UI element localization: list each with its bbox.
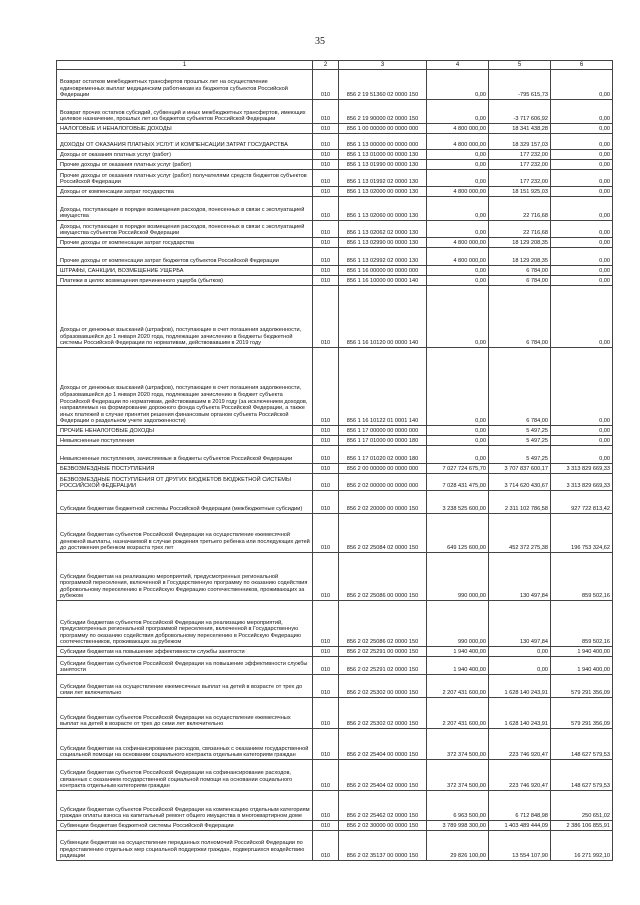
row-code: 010 bbox=[313, 647, 339, 657]
row-fact: 5 497,25 bbox=[489, 446, 551, 464]
row-rest: 927 722 813,42 bbox=[551, 491, 613, 514]
row-code: 010 bbox=[313, 124, 339, 134]
row-kbk: 856 1 17 00000 00 0000 000 bbox=[339, 426, 427, 436]
row-kbk: 856 1 13 02062 02 0000 130 bbox=[339, 221, 427, 238]
row-name: Субсидии бюджетам субъектов Российской Федерации на осуществление ежемесячных выплат на детей в возрасте от трех до семи лет включительно bbox=[57, 698, 313, 729]
row-name: Возврат остатков межбюджетных трансфертов прошлых лет на осуществление единовременных выплат медицинским работникам из бюджетов субъектов Российской Федерации bbox=[57, 70, 313, 100]
row-name: Доходы, поступающие в порядке возмещения расходов, понесенных в связи с эксплуатацией имущества субъектов Российской Федерации bbox=[57, 221, 313, 238]
row-code: 010 bbox=[313, 698, 339, 729]
row-plan: 0,00 bbox=[427, 221, 489, 238]
row-rest: 1 940 400,00 bbox=[551, 657, 613, 675]
row-name: Субсидии бюджетам на повышение эффективности службы занятости bbox=[57, 647, 313, 657]
table-row bbox=[57, 791, 613, 821]
row-plan: 1 940 400,00 bbox=[427, 647, 489, 657]
table-row bbox=[57, 821, 613, 831]
row-plan: 4 800 000,00 bbox=[427, 134, 489, 150]
row-plan: 6 963 500,00 bbox=[427, 791, 489, 821]
table-row bbox=[57, 100, 613, 124]
row-code: 010 bbox=[313, 821, 339, 831]
table-row bbox=[57, 170, 613, 187]
row-fact: 3 707 837 600,17 bbox=[489, 464, 551, 474]
row-code: 010 bbox=[313, 134, 339, 150]
row-name: ДОХОДЫ ОТ ОКАЗАНИЯ ПЛАТНЫХ УСЛУГ И КОМПЕНСАЦИИ ЗАТРАТ ГОСУДАРСТВА bbox=[57, 134, 313, 150]
table-row bbox=[57, 276, 613, 286]
row-rest: 0,00 bbox=[551, 446, 613, 464]
row-name: Субсидии бюджетам бюджетной системы Российской Федерации (межбюджетные субсидии) bbox=[57, 491, 313, 514]
row-plan: 0,00 bbox=[427, 150, 489, 160]
row-code: 010 bbox=[313, 266, 339, 276]
table-row bbox=[57, 187, 613, 197]
budget-report-table bbox=[56, 60, 613, 861]
row-name: Субсидии бюджетам на осуществление ежемесячных выплат на детей в возрасте от трех до семи лет включительно bbox=[57, 675, 313, 698]
page-number: 35 bbox=[315, 36, 325, 47]
row-code: 010 bbox=[313, 248, 339, 266]
table-row bbox=[57, 286, 613, 348]
row-rest: 0,00 bbox=[551, 286, 613, 348]
row-plan: 3 789 998 300,00 bbox=[427, 821, 489, 831]
table-row bbox=[57, 601, 613, 647]
row-fact: 452 372 275,38 bbox=[489, 514, 551, 553]
row-name: Доходы от денежных взысканий (штрафов), поступающие в счет погашения задолженности, образовавшейся до 1 января 2020 года, подлежащие зачислению в бюджет субъекта Российской Федерации по нормативам, действовавшим в 2019 году (за исключением доходов, направляемых на формирование дорожного фонда субъекта Российской Федерации, а также иных платежей в случае принятия решения финансовым органом субъекта Российской Федерации о раздельном учете задолженности) bbox=[57, 348, 313, 426]
row-fact: 18 329 157,03 bbox=[489, 134, 551, 150]
row-code: 010 bbox=[313, 286, 339, 348]
row-code: 010 bbox=[313, 221, 339, 238]
row-name: Субсидии бюджетам субъектов Российской Федерации на компенсацию отдельным категориям граждан оплаты взноса на капитальный ремонт общего имущества в многоквартирном доме bbox=[57, 791, 313, 821]
row-fact: 6 784,00 bbox=[489, 348, 551, 426]
row-plan: 4 800 000,00 bbox=[427, 187, 489, 197]
row-rest: 0,00 bbox=[551, 134, 613, 150]
table-body bbox=[57, 61, 613, 861]
row-plan: 0,00 bbox=[427, 286, 489, 348]
row-plan: 4 800 000,00 bbox=[427, 248, 489, 266]
row-kbk: 856 1 17 01020 02 0000 180 bbox=[339, 446, 427, 464]
row-fact: 223 746 920,47 bbox=[489, 729, 551, 760]
table-row bbox=[57, 436, 613, 446]
row-rest: 0,00 bbox=[551, 276, 613, 286]
row-name: Доходы от компенсации затрат государства bbox=[57, 187, 313, 197]
row-code: 010 bbox=[313, 348, 339, 426]
row-rest: 2 386 106 855,91 bbox=[551, 821, 613, 831]
row-name: Прочие доходы от компенсации затрат государства bbox=[57, 238, 313, 248]
row-code: 010 bbox=[313, 729, 339, 760]
row-fact: 130 497,84 bbox=[489, 553, 551, 601]
table-row bbox=[57, 248, 613, 266]
row-plan: 3 238 525 600,00 bbox=[427, 491, 489, 514]
row-fact: 22 716,68 bbox=[489, 197, 551, 221]
row-rest: 148 627 579,53 bbox=[551, 760, 613, 791]
row-fact: 5 497,25 bbox=[489, 436, 551, 446]
row-name: ПРОЧИЕ НЕНАЛОГОВЫЕ ДОХОДЫ bbox=[57, 426, 313, 436]
row-fact: 13 554 107,90 bbox=[489, 831, 551, 861]
row-fact: 18 151 925,03 bbox=[489, 187, 551, 197]
row-fact: 223 746 920,47 bbox=[489, 760, 551, 791]
row-plan: 990 000,00 bbox=[427, 601, 489, 647]
row-kbk: 856 1 16 10120 00 0000 140 bbox=[339, 286, 427, 348]
row-plan: 0,00 bbox=[427, 100, 489, 124]
row-fact: 1 403 489 444,09 bbox=[489, 821, 551, 831]
table-row bbox=[57, 197, 613, 221]
column-number: 3 bbox=[339, 61, 427, 70]
row-code: 010 bbox=[313, 276, 339, 286]
table-row bbox=[57, 464, 613, 474]
row-plan: 0,00 bbox=[427, 197, 489, 221]
row-name: Возврат прочих остатков субсидий, субвенций и иных межбюджетных трансфертов, имеющих целевое назначение, прошлых лет из бюджетов субъектов Российской Федерации bbox=[57, 100, 313, 124]
row-code: 010 bbox=[313, 514, 339, 553]
row-rest: 3 313 829 669,33 bbox=[551, 474, 613, 491]
row-code: 010 bbox=[313, 426, 339, 436]
row-fact: 18 129 208,35 bbox=[489, 238, 551, 248]
row-name: Субсидии бюджетам субъектов Российской Федерации на повышение эффективности службы занятости bbox=[57, 657, 313, 675]
column-number: 4 bbox=[427, 61, 489, 70]
row-fact: 18 129 208,35 bbox=[489, 248, 551, 266]
row-plan: 372 374 500,00 bbox=[427, 729, 489, 760]
row-rest: 579 291 356,09 bbox=[551, 698, 613, 729]
row-plan: 29 826 100,00 bbox=[427, 831, 489, 861]
row-kbk: 856 1 13 01992 02 0000 130 bbox=[339, 170, 427, 187]
table-row bbox=[57, 426, 613, 436]
row-name: ШТРАФЫ, САНКЦИИ, ВОЗМЕЩЕНИЕ УЩЕРБА bbox=[57, 266, 313, 276]
row-fact: 3 714 620 430,67 bbox=[489, 474, 551, 491]
row-name: Прочие доходы от компенсации затрат бюджетов субъектов Российской Федерации bbox=[57, 248, 313, 266]
row-name: Доходы от оказания платных услуг (работ) bbox=[57, 150, 313, 160]
table-row bbox=[57, 134, 613, 150]
row-name: Невыясненные поступления, зачисляемые в бюджеты субъектов Российской Федерации bbox=[57, 446, 313, 464]
row-kbk: 856 2 02 30000 00 0000 150 bbox=[339, 821, 427, 831]
row-fact: 2 311 102 786,58 bbox=[489, 491, 551, 514]
row-kbk: 856 1 17 01000 00 0000 180 bbox=[339, 436, 427, 446]
row-kbk: 856 2 02 25302 00 0000 150 bbox=[339, 675, 427, 698]
row-rest: 0,00 bbox=[551, 238, 613, 248]
row-rest: 148 627 579,53 bbox=[551, 729, 613, 760]
row-code: 010 bbox=[313, 491, 339, 514]
row-rest: 859 502,16 bbox=[551, 601, 613, 647]
row-rest: 0,00 bbox=[551, 70, 613, 100]
table-row bbox=[57, 729, 613, 760]
row-code: 010 bbox=[313, 187, 339, 197]
row-rest: 3 313 829 669,33 bbox=[551, 464, 613, 474]
row-kbk: 856 2 02 20000 00 0000 150 bbox=[339, 491, 427, 514]
table-row bbox=[57, 348, 613, 426]
row-name: Прочие доходы от оказания платных услуг (работ) получателями средств бюджетов субъектов Российской Федерации bbox=[57, 170, 313, 187]
table-row bbox=[57, 446, 613, 464]
table-row bbox=[57, 831, 613, 861]
row-plan: 2 207 431 600,00 bbox=[427, 675, 489, 698]
column-number: 2 bbox=[313, 61, 339, 70]
row-plan: 0,00 bbox=[427, 276, 489, 286]
row-name: Субсидии бюджетам на софинансирование расходов, связанных с оказанием государственной социальной помощи на основании социального контракта отдельным категориям граждан bbox=[57, 729, 313, 760]
row-code: 010 bbox=[313, 436, 339, 446]
row-code: 010 bbox=[313, 553, 339, 601]
row-name: Субсидии бюджетам субъектов Российской Федерации на софинансирование расходов, связанных с оказанием государственной социальной помощи на основании социального контракта отдельным категориям граждан bbox=[57, 760, 313, 791]
row-name: Невыясненные поступления bbox=[57, 436, 313, 446]
row-plan: 0,00 bbox=[427, 70, 489, 100]
row-kbk: 856 1 16 00000 00 0000 000 bbox=[339, 266, 427, 276]
row-kbk: 856 1 13 02000 00 0000 130 bbox=[339, 187, 427, 197]
row-kbk: 856 2 02 25086 00 0000 150 bbox=[339, 553, 427, 601]
table-row bbox=[57, 124, 613, 134]
row-fact: 130 497,84 bbox=[489, 601, 551, 647]
row-kbk: 856 1 13 00000 00 0000 000 bbox=[339, 134, 427, 150]
row-code: 010 bbox=[313, 831, 339, 861]
row-plan: 7 027 724 675,70 bbox=[427, 464, 489, 474]
row-code: 010 bbox=[313, 160, 339, 170]
table-row bbox=[57, 514, 613, 553]
row-name: Доходы от денежных взысканий (штрафов), поступающие в счет погашения задолженности, образовавшейся до 1 января 2020 года, подлежащие зачислению в бюджеты бюджетной системы Российской Федерации по нормативам, действовавшим в 2019 году bbox=[57, 286, 313, 348]
table-row bbox=[57, 657, 613, 675]
row-kbk: 856 1 13 01990 00 0000 130 bbox=[339, 160, 427, 170]
row-plan: 372 374 500,00 bbox=[427, 760, 489, 791]
row-kbk: 856 2 19 90000 02 0000 150 bbox=[339, 100, 427, 124]
row-kbk: 856 2 02 25086 02 0000 150 bbox=[339, 601, 427, 647]
row-kbk: 856 2 02 35137 00 0000 150 bbox=[339, 831, 427, 861]
row-plan: 1 940 400,00 bbox=[427, 657, 489, 675]
row-name: Платежи в целях возмещения причиненного ущерба (убытков) bbox=[57, 276, 313, 286]
row-fact: 6 784,00 bbox=[489, 286, 551, 348]
row-rest: 0,00 bbox=[551, 348, 613, 426]
table-row bbox=[57, 675, 613, 698]
row-code: 010 bbox=[313, 760, 339, 791]
row-fact: 177 232,00 bbox=[489, 150, 551, 160]
row-kbk: 856 1 13 02990 00 0000 130 bbox=[339, 238, 427, 248]
table-row bbox=[57, 553, 613, 601]
row-rest: 0,00 bbox=[551, 150, 613, 160]
row-rest: 0,00 bbox=[551, 160, 613, 170]
row-rest: 0,00 bbox=[551, 426, 613, 436]
row-kbk: 856 2 02 25404 02 0000 150 bbox=[339, 760, 427, 791]
row-kbk: 856 2 02 25404 00 0000 150 bbox=[339, 729, 427, 760]
row-kbk: 856 1 16 10122 01 0001 140 bbox=[339, 348, 427, 426]
row-code: 010 bbox=[313, 791, 339, 821]
column-number: 5 bbox=[489, 61, 551, 70]
row-code: 010 bbox=[313, 446, 339, 464]
row-name: Субвенции бюджетам бюджетной системы Российской Федерации bbox=[57, 821, 313, 831]
row-fact: 177 232,00 bbox=[489, 170, 551, 187]
row-fact: 1 628 140 243,91 bbox=[489, 698, 551, 729]
row-code: 010 bbox=[313, 150, 339, 160]
row-plan: 0,00 bbox=[427, 160, 489, 170]
table-row bbox=[57, 150, 613, 160]
row-kbk: 856 2 02 00000 00 0000 000 bbox=[339, 474, 427, 491]
row-kbk: 856 1 13 02992 02 0000 130 bbox=[339, 248, 427, 266]
row-fact: -795 615,73 bbox=[489, 70, 551, 100]
row-code: 010 bbox=[313, 70, 339, 100]
row-code: 010 bbox=[313, 238, 339, 248]
row-kbk: 856 2 19 51360 02 0000 150 bbox=[339, 70, 427, 100]
row-rest: 859 502,16 bbox=[551, 553, 613, 601]
row-plan: 7 028 431 475,00 bbox=[427, 474, 489, 491]
row-kbk: 856 2 02 25291 00 0000 150 bbox=[339, 647, 427, 657]
table-row bbox=[57, 221, 613, 238]
column-number: 1 bbox=[57, 61, 313, 70]
row-name: Субсидии бюджетам субъектов Российской Федерации на осуществление ежемесячной денежной выплаты, назначаемой в случае рождения третьего ребенка или последующих детей до достижения ребенком возраста трех лет bbox=[57, 514, 313, 553]
row-rest: 0,00 bbox=[551, 170, 613, 187]
row-kbk: 856 1 13 02060 00 0000 130 bbox=[339, 197, 427, 221]
row-rest: 250 651,02 bbox=[551, 791, 613, 821]
row-rest: 0,00 bbox=[551, 221, 613, 238]
row-fact: 5 497,25 bbox=[489, 426, 551, 436]
row-name: Прочие доходы от оказания платных услуг (работ) bbox=[57, 160, 313, 170]
row-plan: 0,00 bbox=[427, 446, 489, 464]
row-kbk: 856 2 02 25291 02 0000 150 bbox=[339, 657, 427, 675]
table-row bbox=[57, 698, 613, 729]
row-name: Субвенции бюджетам на осуществление переданных полномочий Российской Федерации по предоставлению отдельных мер социальной поддержки граждан, подвергшихся воздействию радиации bbox=[57, 831, 313, 861]
row-plan: 2 207 431 600,00 bbox=[427, 698, 489, 729]
row-rest: 0,00 bbox=[551, 187, 613, 197]
row-fact: -3 717 606,92 bbox=[489, 100, 551, 124]
table-row bbox=[57, 760, 613, 791]
row-code: 010 bbox=[313, 100, 339, 124]
row-name: Субсидии бюджетам на реализацию мероприятий, предусмотренных региональной программой переселения, включенной в Государственную программу по оказанию содействия добровольному переселению в Российскую Федерацию соотечественников, проживающих за рубежом bbox=[57, 553, 313, 601]
row-plan: 0,00 bbox=[427, 266, 489, 276]
table-row bbox=[57, 474, 613, 491]
row-code: 010 bbox=[313, 657, 339, 675]
row-name: Доходы, поступающие в порядке возмещения расходов, понесенных в связи с эксплуатацией имущества bbox=[57, 197, 313, 221]
column-number-row bbox=[57, 61, 613, 70]
row-rest: 0,00 bbox=[551, 436, 613, 446]
row-fact: 0,00 bbox=[489, 657, 551, 675]
row-fact: 177 232,00 bbox=[489, 160, 551, 170]
row-kbk: 856 2 02 25084 02 0000 150 bbox=[339, 514, 427, 553]
table-row bbox=[57, 647, 613, 657]
row-fact: 6 784,00 bbox=[489, 266, 551, 276]
row-rest: 0,00 bbox=[551, 266, 613, 276]
row-fact: 0,00 bbox=[489, 647, 551, 657]
row-kbk: 856 1 16 10000 00 0000 140 bbox=[339, 276, 427, 286]
row-plan: 990 000,00 bbox=[427, 553, 489, 601]
table-row bbox=[57, 160, 613, 170]
row-rest: 1 940 400,00 bbox=[551, 647, 613, 657]
row-code: 010 bbox=[313, 675, 339, 698]
table-row bbox=[57, 238, 613, 248]
table-row bbox=[57, 491, 613, 514]
row-name: НАЛОГОВЫЕ И НЕНАЛОГОВЫЕ ДОХОДЫ bbox=[57, 124, 313, 134]
row-fact: 6 712 848,98 bbox=[489, 791, 551, 821]
column-number: 6 bbox=[551, 61, 613, 70]
row-plan: 649 125 600,00 bbox=[427, 514, 489, 553]
row-rest: 0,00 bbox=[551, 100, 613, 124]
table-row bbox=[57, 266, 613, 276]
row-code: 010 bbox=[313, 464, 339, 474]
row-plan: 0,00 bbox=[427, 170, 489, 187]
row-name: Субсидии бюджетам субъектов Российской Федерации на реализацию мероприятий, предусмотренных региональной программой переселения, включенной в Государственную программу по оказанию содействия добровольному переселению в Российскую Федерацию соотечественников, проживающих за рубежом bbox=[57, 601, 313, 647]
row-plan: 0,00 bbox=[427, 348, 489, 426]
row-code: 010 bbox=[313, 474, 339, 491]
row-name: БЕЗВОЗМЕЗДНЫЕ ПОСТУПЛЕНИЯ bbox=[57, 464, 313, 474]
row-kbk: 856 2 02 25302 02 0000 150 bbox=[339, 698, 427, 729]
row-rest: 579 291 356,09 bbox=[551, 675, 613, 698]
row-rest: 0,00 bbox=[551, 197, 613, 221]
row-kbk: 856 2 02 25462 02 0000 150 bbox=[339, 791, 427, 821]
row-rest: 0,00 bbox=[551, 124, 613, 134]
row-kbk: 856 1 00 00000 00 0000 000 bbox=[339, 124, 427, 134]
row-kbk: 856 2 00 00000 00 0000 000 bbox=[339, 464, 427, 474]
row-fact: 1 628 140 243,91 bbox=[489, 675, 551, 698]
row-kbk: 856 1 13 01000 00 0000 130 bbox=[339, 150, 427, 160]
row-plan: 4 800 000,00 bbox=[427, 238, 489, 248]
row-fact: 18 341 438,28 bbox=[489, 124, 551, 134]
row-fact: 6 784,00 bbox=[489, 276, 551, 286]
row-plan: 0,00 bbox=[427, 426, 489, 436]
row-code: 010 bbox=[313, 197, 339, 221]
row-rest: 0,00 bbox=[551, 248, 613, 266]
row-fact: 22 716,68 bbox=[489, 221, 551, 238]
row-code: 010 bbox=[313, 170, 339, 187]
row-name: БЕЗВОЗМЕЗДНЫЕ ПОСТУПЛЕНИЯ ОТ ДРУГИХ БЮДЖЕТОВ БЮДЖЕТНОЙ СИСТЕМЫ РОССИЙСКОЙ ФЕДЕРАЦИИ bbox=[57, 474, 313, 491]
row-code: 010 bbox=[313, 601, 339, 647]
row-plan: 4 800 000,00 bbox=[427, 124, 489, 134]
row-rest: 196 753 324,62 bbox=[551, 514, 613, 553]
table-row bbox=[57, 70, 613, 100]
row-rest: 16 271 992,10 bbox=[551, 831, 613, 861]
row-plan: 0,00 bbox=[427, 436, 489, 446]
